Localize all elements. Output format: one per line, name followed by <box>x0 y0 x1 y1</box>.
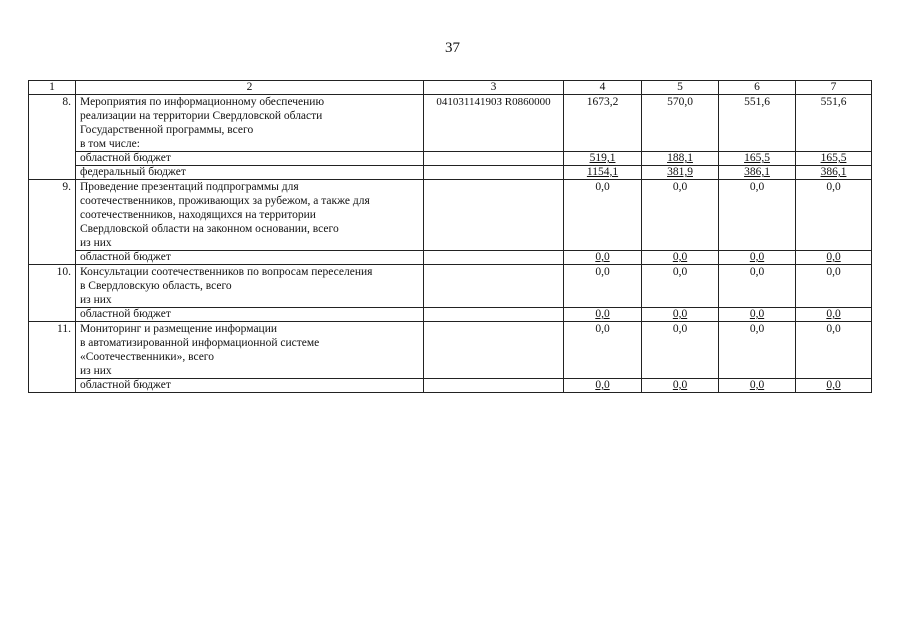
value-cell: 519,1 <box>564 152 642 166</box>
description-line: в Свердловскую область, всего <box>80 280 232 292</box>
table-row <box>29 322 872 379</box>
description-line: «Соотечественники», всего <box>80 351 214 363</box>
value-cell: 0,0 <box>719 322 796 379</box>
description-line: из них <box>80 294 112 306</box>
funding-source-label: областной бюджет <box>76 308 424 322</box>
value-cell: 0,0 <box>564 251 642 265</box>
header-cell: 6 <box>719 81 796 95</box>
value-cell: 551,6 <box>719 95 796 152</box>
table-row <box>29 308 872 322</box>
row-description <box>76 95 424 152</box>
value-cell: 0,0 <box>796 251 872 265</box>
value-cell: 165,5 <box>719 152 796 166</box>
table-row <box>29 166 872 180</box>
budget-code: 04103114190З R0860000 <box>424 95 564 152</box>
empty-code-cell <box>424 166 564 180</box>
table-row <box>29 379 872 393</box>
row-number: 11. <box>29 322 76 393</box>
table-row <box>29 95 872 152</box>
description-line: Государственной программы, всего <box>80 124 254 136</box>
description-line: из них <box>80 365 112 377</box>
value-cell: 0,0 <box>642 308 719 322</box>
description-line: Свердловской области на законном основании, всего <box>80 223 339 235</box>
value-cell: 0,0 <box>719 251 796 265</box>
empty-code-cell <box>424 152 564 166</box>
header-cell: 5 <box>642 81 719 95</box>
table-row <box>29 251 872 265</box>
description-line: реализации на территории Свердловской области <box>80 110 323 122</box>
funding-source-label: областной бюджет <box>76 152 424 166</box>
budget-table <box>28 80 872 393</box>
table-row <box>29 152 872 166</box>
description-line: Консультации соотечественников по вопросам переселения <box>80 266 373 278</box>
value-cell: 0,0 <box>564 308 642 322</box>
value-cell: 0,0 <box>642 265 719 308</box>
value-cell: 0,0 <box>719 180 796 251</box>
value-cell: 0,0 <box>796 265 872 308</box>
header-cell: 3 <box>424 81 564 95</box>
row-number: 8. <box>29 95 76 180</box>
value-cell: 0,0 <box>796 322 872 379</box>
row-description <box>76 265 424 308</box>
empty-code-cell <box>424 308 564 322</box>
page-number: 37 <box>445 40 460 56</box>
value-cell: 0,0 <box>796 180 872 251</box>
table-row <box>29 265 872 308</box>
row-description <box>76 180 424 251</box>
description-line: Мониторинг и размещение информации <box>80 323 278 335</box>
value-cell: 0,0 <box>719 308 796 322</box>
budget-code <box>424 322 564 379</box>
empty-code-cell <box>424 251 564 265</box>
header-cell: 7 <box>796 81 872 95</box>
description-line: из них <box>80 237 112 249</box>
description-line: Проведение презентаций подпрограммы для <box>80 181 299 193</box>
empty-code-cell <box>424 379 564 393</box>
value-cell: 0,0 <box>642 379 719 393</box>
value-cell: 0,0 <box>719 265 796 308</box>
value-cell: 1673,2 <box>564 95 642 152</box>
value-cell: 0,0 <box>642 322 719 379</box>
header-cell: 4 <box>564 81 642 95</box>
value-cell: 386,1 <box>796 166 872 180</box>
funding-source-label: федеральный бюджет <box>76 166 424 180</box>
funding-source-label: областной бюджет <box>76 379 424 393</box>
value-cell: 0,0 <box>642 251 719 265</box>
value-cell: 0,0 <box>796 308 872 322</box>
value-cell: 0,0 <box>642 180 719 251</box>
value-cell: 165,5 <box>796 152 872 166</box>
table-body <box>29 81 872 393</box>
budget-code <box>424 180 564 251</box>
description-line: соотечественников, находящихся на территории <box>80 209 316 221</box>
value-cell: 0,0 <box>564 265 642 308</box>
row-number: 9. <box>29 180 76 265</box>
budget-code <box>424 265 564 308</box>
value-cell: 0,0 <box>796 379 872 393</box>
description-line: в автоматизированной информационной системе <box>80 337 320 349</box>
funding-source-label: областной бюджет <box>76 251 424 265</box>
row-number: 10. <box>29 265 76 322</box>
value-cell: 386,1 <box>719 166 796 180</box>
value-cell: 381,9 <box>642 166 719 180</box>
description-line: соотечественников, проживающих за рубежом, а также для <box>80 195 370 207</box>
value-cell: 0,0 <box>564 379 642 393</box>
table-row <box>29 180 872 251</box>
value-cell: 0,0 <box>719 379 796 393</box>
description-line: Мероприятия по информационному обеспечению <box>80 96 325 108</box>
header-row <box>29 81 872 95</box>
value-cell: 188,1 <box>642 152 719 166</box>
description-line: в том числе: <box>80 138 140 150</box>
value-cell: 0,0 <box>564 180 642 251</box>
header-cell: 2 <box>76 81 424 95</box>
value-cell: 1154,1 <box>564 166 642 180</box>
value-cell: 570,0 <box>642 95 719 152</box>
row-description <box>76 322 424 379</box>
value-cell: 551,6 <box>796 95 872 152</box>
header-cell: 1 <box>29 81 76 95</box>
value-cell: 0,0 <box>564 322 642 379</box>
